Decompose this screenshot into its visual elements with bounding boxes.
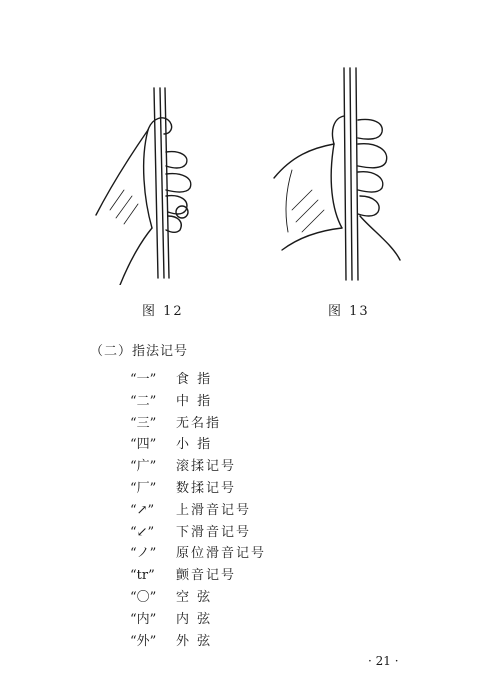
symbol: “一” bbox=[130, 372, 157, 387]
symbol: “↗” bbox=[130, 502, 155, 518]
symbol: “外” bbox=[130, 633, 157, 649]
symbol: “二” bbox=[130, 393, 157, 409]
meaning: 食 指 bbox=[176, 372, 213, 387]
symbol: “ノ” bbox=[130, 546, 157, 562]
symbol: “三” bbox=[130, 415, 157, 431]
list-item bbox=[130, 522, 266, 544]
symbol: “广” bbox=[130, 459, 157, 475]
list-item bbox=[130, 565, 266, 587]
list-item bbox=[130, 369, 266, 391]
list-item bbox=[130, 478, 266, 500]
meaning: 上滑音记号 bbox=[176, 502, 252, 518]
meaning: 内 弦 bbox=[176, 611, 213, 627]
list-item bbox=[130, 631, 266, 653]
list-item bbox=[130, 543, 266, 565]
page-number: · 21 · bbox=[368, 654, 399, 668]
list-item bbox=[130, 413, 266, 435]
list-item bbox=[130, 500, 266, 522]
meaning: 颤音记号 bbox=[176, 568, 237, 584]
meaning: 原位滑音记号 bbox=[176, 546, 267, 562]
figure-13-drawing bbox=[272, 60, 432, 285]
symbol: “四” bbox=[130, 437, 157, 453]
figure-12-illustration bbox=[90, 60, 240, 285]
list-item bbox=[130, 434, 266, 456]
fingering-symbol-list bbox=[130, 369, 266, 652]
figure-12-caption: 图 12 bbox=[142, 304, 184, 319]
symbol: “↙” bbox=[130, 524, 155, 540]
meaning: 中 指 bbox=[176, 393, 213, 409]
list-item bbox=[130, 391, 266, 413]
meaning: 数揉记号 bbox=[176, 480, 237, 496]
symbol: “〇” bbox=[130, 589, 157, 605]
meaning: 下滑音记号 bbox=[176, 524, 252, 540]
meaning: 外 弦 bbox=[176, 633, 213, 649]
symbol: “厂” bbox=[130, 480, 157, 496]
meaning: 小 指 bbox=[176, 437, 213, 453]
meaning: 无名指 bbox=[176, 415, 222, 431]
figure-13-illustration bbox=[272, 60, 432, 285]
symbol: “tr” bbox=[130, 568, 155, 584]
list-item bbox=[130, 456, 266, 478]
section-heading: （二）指法记号 bbox=[90, 344, 189, 359]
meaning: 空 弦 bbox=[176, 589, 213, 605]
figure-13-caption: 图 13 bbox=[328, 304, 370, 319]
symbol: “内” bbox=[130, 611, 157, 627]
meaning: 滚揉记号 bbox=[176, 459, 237, 475]
figure-12-drawing bbox=[90, 60, 240, 285]
list-item bbox=[130, 609, 266, 631]
list-item bbox=[130, 587, 266, 609]
